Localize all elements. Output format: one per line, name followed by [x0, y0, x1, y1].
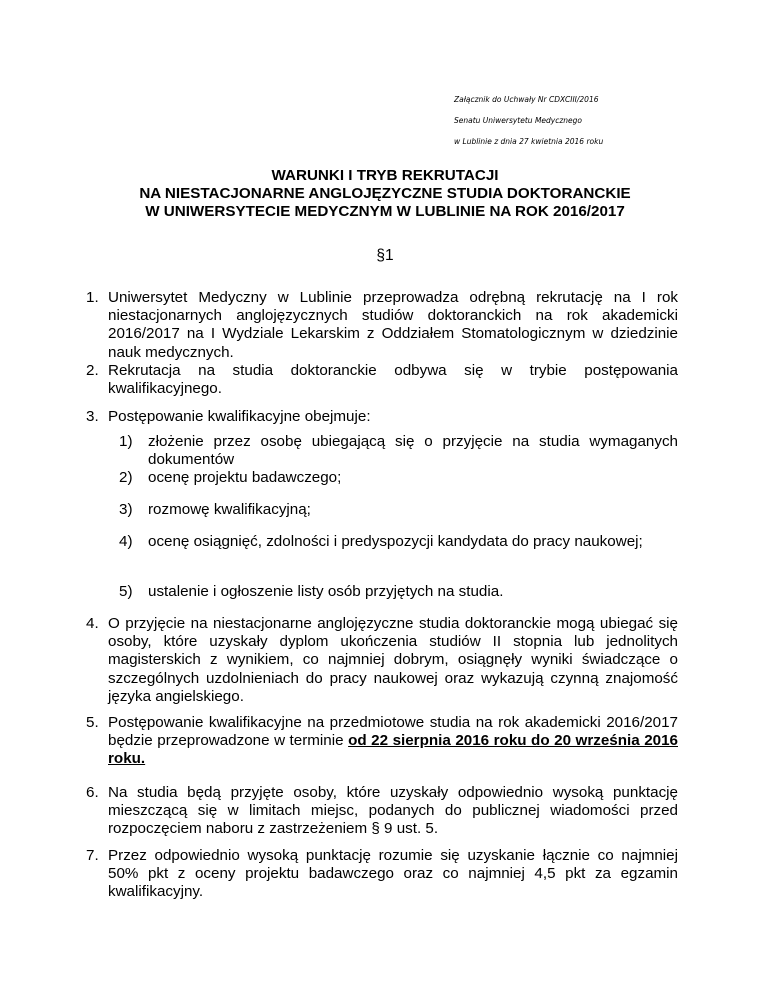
- list-item-number: 3.: [86, 408, 99, 425]
- list-item-text-part: Postępowanie kwalifikacyjne na przedmiotowe studia na rok akademicki 2016/2017 będzie przeprowadzone w terminie: [108, 714, 678, 750]
- annex-note: [454, 89, 754, 152]
- section-heading: §1: [376, 247, 394, 264]
- annex-line: w Lublinie z dnia 27 kwietnia 2016 roku: [454, 137, 604, 146]
- list-item: [86, 362, 678, 398]
- title-line: NA NIESTACJONARNE ANGLOJĘZYCZNE STUDIA DOKTORANCKIE: [139, 185, 631, 202]
- sub-item-text: ustalenie i ogłoszenie listy osób przyjętych na studia.: [148, 583, 504, 600]
- list-item: [86, 784, 678, 839]
- list-item-number: 1.: [86, 289, 99, 306]
- sub-item-number: 2): [119, 469, 133, 486]
- list-item: [86, 289, 678, 362]
- list-item: [86, 714, 678, 769]
- document-title: [60, 167, 710, 221]
- annex-line: Senatu Uniwersytetu Medycznego: [454, 116, 583, 125]
- sub-item: [119, 469, 678, 487]
- list-item-text: [108, 714, 678, 769]
- list-item-text: Postępowanie kwalifikacyjne obejmuje:: [108, 408, 371, 425]
- list-item: [86, 615, 678, 706]
- list-item-number: 6.: [86, 784, 99, 801]
- sub-item-text: złożenie przez osobę ubiegającą się o przyjęcie na studia wymaganych dokumentów: [148, 433, 678, 469]
- sub-item-number: 5): [119, 583, 133, 600]
- sub-item-number: 3): [119, 501, 133, 518]
- sub-item-number: 4): [119, 533, 133, 550]
- sub-item: [119, 583, 678, 601]
- list-item: [86, 847, 678, 902]
- title-line: WARUNKI I TRYB REKRUTACJI: [271, 167, 499, 184]
- list-item-text: O przyjęcie na niestacjonarne anglojęzyczne studia doktoranckie mogą ubiegać się osoby, które uzyskały dyplom ukończenia studiów II stopnia lub jednolitych magisterskich z wynikiem, co najmniej dobrym, osiągnęły wyniki świadczące o szczególnych uzdolnieniach do pracy naukowej oraz wykazują czynną znajomość języka angielskiego.: [108, 615, 678, 705]
- list-item-text: Rekrutacja na studia doktoranckie odbywa się w trybie postępowania kwalifikacyjnego.: [108, 362, 678, 398]
- sub-item: [119, 433, 678, 469]
- list-item-number: 4.: [86, 615, 99, 632]
- annex-line: Załącznik do Uchwały Nr CDXCIII/2016: [454, 95, 599, 104]
- sub-item-text: ocenę projektu badawczego;: [148, 469, 342, 486]
- sub-item-text: ocenę osiągnięć, zdolności i predyspozycji kandydata do pracy naukowej;: [148, 533, 643, 550]
- sub-item: [119, 533, 678, 551]
- list-item-text: Uniwersytet Medyczny w Lublinie przeprowadza odrębną rekrutację na I rok niestacjonarnych anglojęzycznych studiów doktoranckich na rok akademicki 2016/2017 na I Wydziale Lekarskim z Oddziałem Stomatologicznym w dziedzinie nauk medycznych.: [108, 289, 678, 361]
- list-item-text: Na studia będą przyjęte osoby, które uzyskały odpowiednio wysoką punktację mieszczącą się w limitach miejsc, podanych do publicznej wiadomości przed rozpoczęciem naboru z zastrzeżeniem § 9 ust. 5.: [108, 784, 678, 838]
- list-item-number: 5.: [86, 714, 99, 731]
- recruitment-date-range: od 22 sierpnia 2016 roku do 20 września 2016 roku.: [108, 732, 678, 768]
- title-line: W UNIWERSYTECIE MEDYCZNYM W LUBLINIE NA ROK 2016/2017: [145, 203, 625, 220]
- sub-item: [119, 501, 678, 519]
- list-item-text: Przez odpowiednio wysoką punktację rozumie się uzyskanie łącznie co najmniej 50% pkt z oceny projektu badawczego oraz co najmniej 4,5 pkt za egzamin kwalifikacyjny.: [108, 847, 678, 901]
- sub-item-number: 1): [119, 433, 133, 450]
- sub-item-text: rozmowę kwalifikacyjną;: [148, 501, 311, 518]
- list-item: [86, 408, 678, 426]
- list-item-number: 2.: [86, 362, 99, 379]
- list-item-number: 7.: [86, 847, 99, 864]
